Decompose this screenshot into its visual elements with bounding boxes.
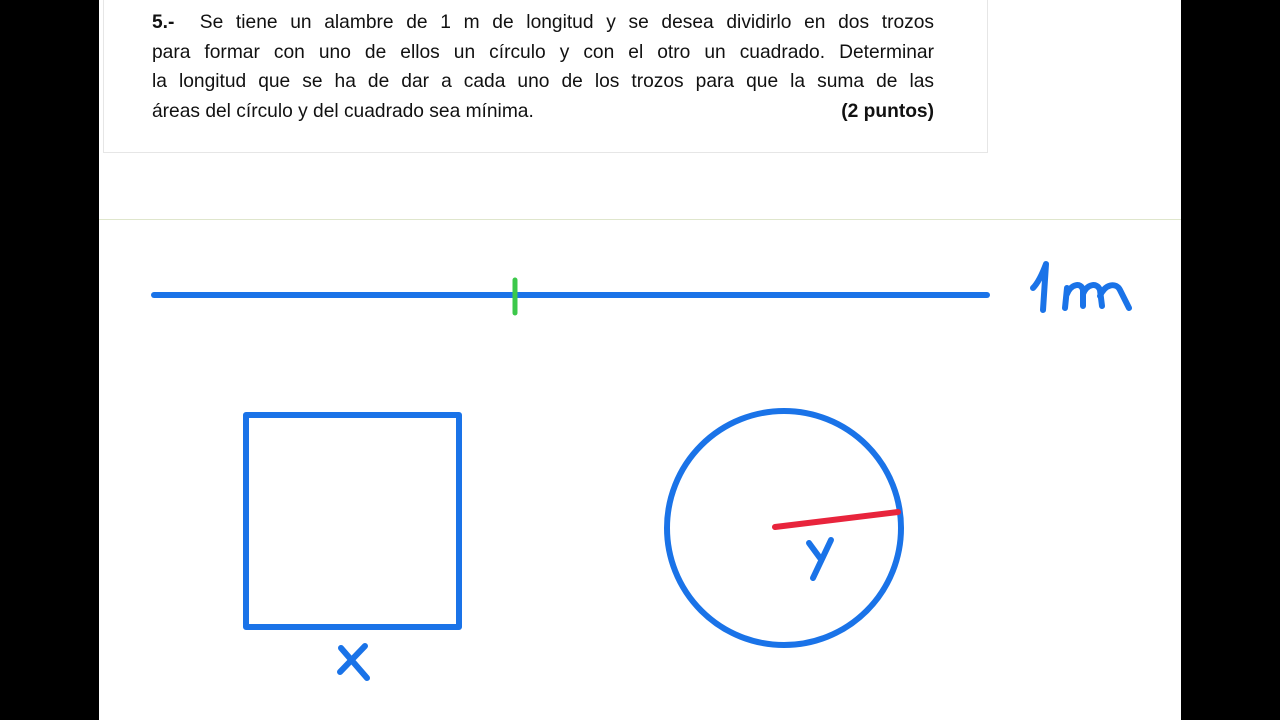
handwritten-sketch xyxy=(99,0,1181,720)
wire-length-digit-one xyxy=(1033,264,1046,310)
wire-length-label xyxy=(1033,264,1129,310)
circle-radius-label-stroke-1 xyxy=(809,543,820,558)
problem-line-1-text: Se tiene un alambre de 1 m de longitud y se desea dividirlo en dos trozos xyxy=(199,12,935,33)
wire-length-unit-m xyxy=(1065,285,1129,308)
problem-points: (2 puntos) xyxy=(841,100,934,122)
circle-radius-label xyxy=(809,540,831,578)
problem-line-3: la longitud que se ha de dar a cada uno de los trozos para que la suma de las xyxy=(152,71,934,92)
problem-line-4-text: áreas del círculo y del cuadrado sea mínima. xyxy=(152,100,534,122)
problem-number: 5.- xyxy=(152,12,175,33)
whiteboard-page xyxy=(99,0,1181,720)
circle-radius xyxy=(775,512,898,527)
problem-line-2: para formar con uno de ellos un círculo y con el otro un cuadrado. Determinar xyxy=(152,41,934,63)
square-side-label xyxy=(340,646,367,678)
square-shape xyxy=(246,415,459,627)
circle-radius-label-stroke-2 xyxy=(813,540,831,578)
